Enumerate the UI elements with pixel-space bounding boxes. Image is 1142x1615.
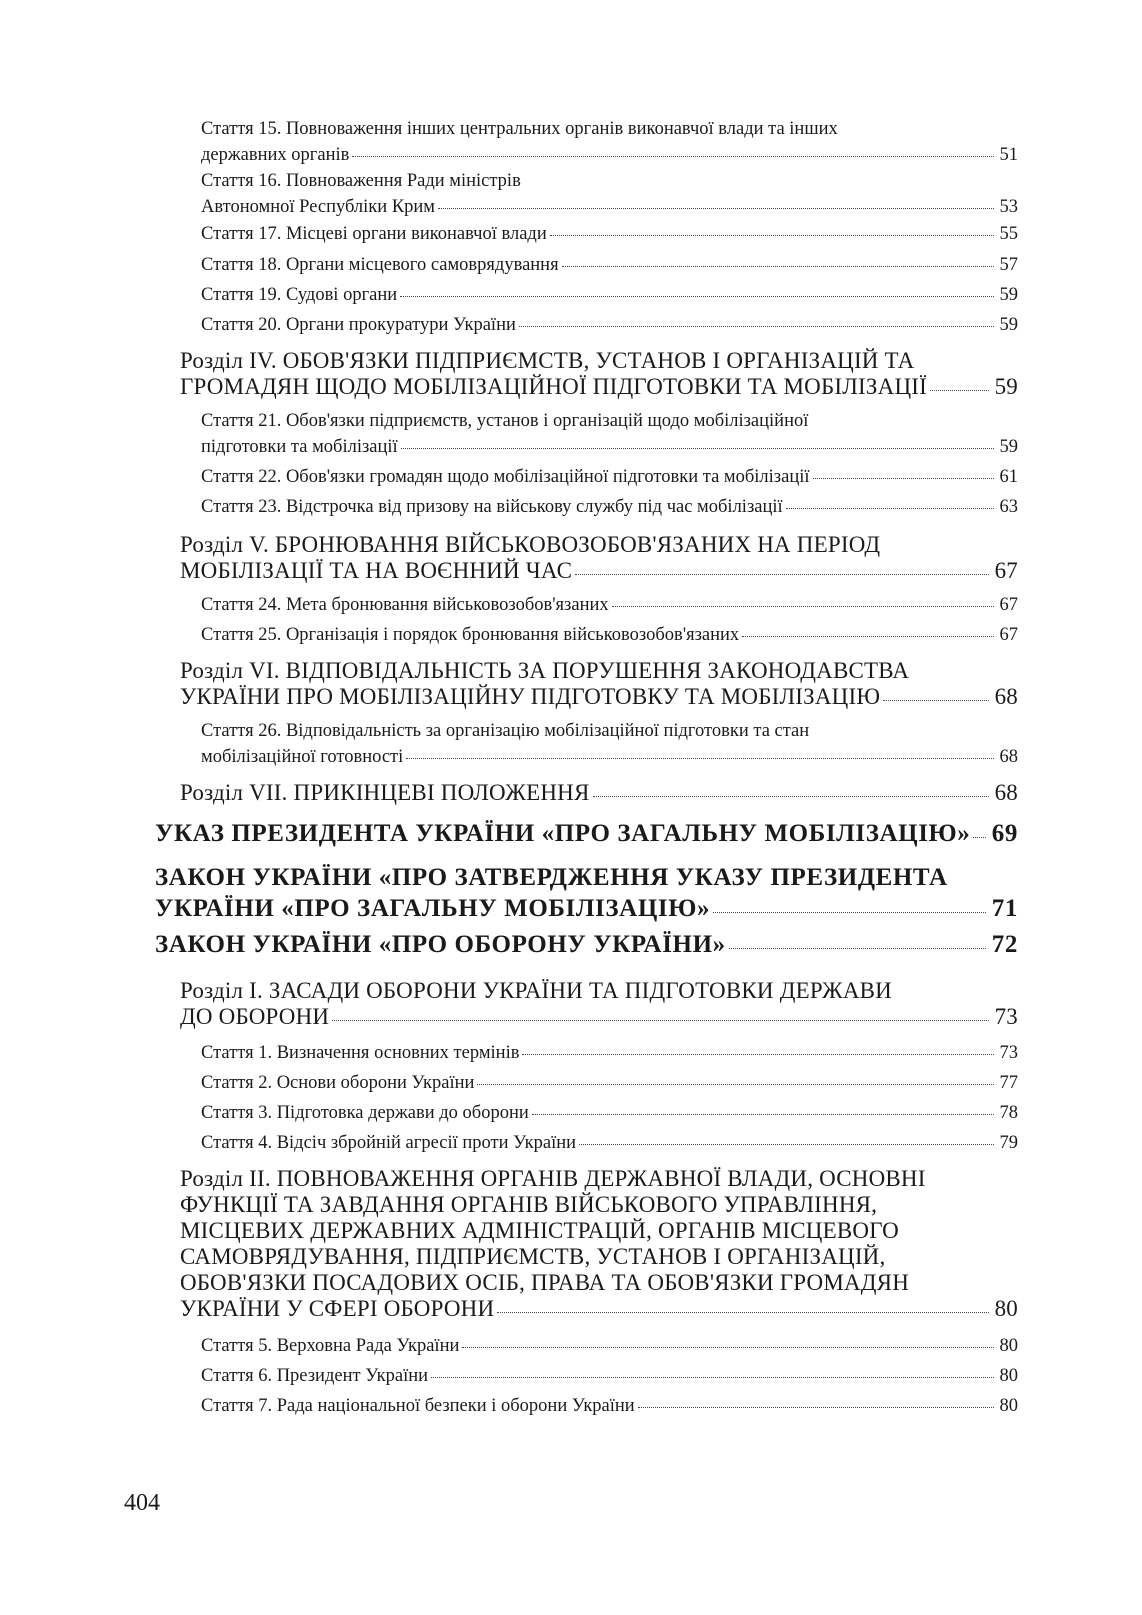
dot-leader bbox=[519, 326, 994, 327]
dot-leader bbox=[973, 837, 985, 838]
toc-entry-title-line: Стаття 18. Органи місцевого самоврядування bbox=[201, 255, 559, 275]
dot-leader bbox=[742, 636, 993, 637]
toc-entry bbox=[201, 1100, 1018, 1126]
toc-entry-title-line: ЗАКОН УКРАЇНИ «ПРО ОБОРОНУ УКРАЇНИ» bbox=[155, 931, 726, 958]
toc-entry-title-line: Стаття 22. Обов'язки громадян щодо мобілізаційної підготовки та мобілізації bbox=[201, 467, 810, 487]
toc-entry bbox=[180, 1166, 1018, 1322]
toc-entry-title-line: Стаття 6. Президент України bbox=[201, 1366, 429, 1386]
toc-entry bbox=[201, 282, 1018, 308]
dot-leader bbox=[431, 1377, 993, 1378]
dot-leader bbox=[522, 1054, 993, 1055]
toc-entry bbox=[201, 718, 1018, 770]
toc-entry-title-line: ОБОВ'ЯЗКИ ПОСАДОВИХ ОСІБ, ПРАВА ТА ОБОВ'ЯЗКИ ГРОМАДЯН bbox=[180, 1270, 910, 1295]
toc-page-number: 59 bbox=[999, 437, 1018, 457]
toc-page-number: 61 bbox=[999, 467, 1018, 487]
toc-entry-title-line: Стаття 25. Організація і порядок бронювання військовозобов'язаних bbox=[201, 625, 740, 645]
toc-entry-title-line: Стаття 1. Визначення основних термінів bbox=[201, 1043, 520, 1063]
toc-entry bbox=[201, 408, 1018, 460]
dot-leader bbox=[352, 156, 993, 157]
toc-page-number: 51 bbox=[999, 145, 1018, 165]
toc-entry-title-line: Стаття 5. Верховна Рада України bbox=[201, 1336, 460, 1356]
dot-leader bbox=[562, 266, 994, 267]
dot-leader bbox=[401, 448, 994, 449]
toc-entry bbox=[201, 494, 1018, 520]
toc-entry-title-line: Стаття 21. Обов'язки підприємств, установ і організацій щодо мобілізаційної bbox=[201, 411, 809, 431]
toc-entry bbox=[201, 592, 1018, 618]
toc-entry-title-line: УКРАЇНИ «ПРО ЗАГАЛЬНУ МОБІЛІЗАЦІЮ» bbox=[155, 895, 711, 922]
toc-page-number: 79 bbox=[999, 1133, 1018, 1153]
toc-entry bbox=[180, 532, 1018, 584]
toc-entry bbox=[201, 252, 1018, 278]
toc-entry-title-line: Розділ VI. ВІДПОВІДАЛЬНІСТЬ ЗА ПОРУШЕННЯ ЗАКОНОДАВСТВА bbox=[180, 658, 910, 683]
dot-leader bbox=[786, 508, 994, 509]
toc-entry-title-line: Стаття 3. Підготовка держави до оборони bbox=[201, 1103, 529, 1123]
dot-leader bbox=[550, 235, 994, 236]
toc-entry-title-line: Стаття 7. Рада національної безпеки і оборони України bbox=[201, 1396, 635, 1416]
toc-entry-title-line: Стаття 4. Відсіч збройній агресії проти України bbox=[201, 1133, 577, 1153]
toc-entry-title-line: Розділ VII. ПРИКІНЦЕВІ ПОЛОЖЕННЯ bbox=[180, 780, 590, 805]
toc-entry bbox=[201, 1393, 1018, 1419]
toc-entry bbox=[201, 221, 1018, 247]
toc-entry-title-line: ГРОМАДЯН ЩОДО МОБІЛІЗАЦІЙНОЇ ПІДГОТОВКИ ТА МОБІЛІЗАЦІЇ bbox=[180, 374, 927, 399]
toc-entry bbox=[201, 1040, 1018, 1066]
dot-leader bbox=[575, 574, 988, 575]
dot-leader bbox=[883, 700, 988, 701]
toc-entry-title-line: ЗАКОН УКРАЇНИ «ПРО ЗАТВЕРДЖЕННЯ УКАЗУ ПРЕЗИДЕНТА bbox=[155, 864, 948, 891]
dot-leader bbox=[729, 948, 986, 949]
toc-page-number: 68 bbox=[999, 747, 1018, 767]
toc-entry-title-line: Стаття 26. Відповідальність за організацію мобілізаційної підготовки та стан bbox=[201, 721, 810, 741]
page-number: 404 bbox=[124, 1490, 160, 1516]
toc-entry bbox=[180, 658, 1018, 710]
toc-page-number: 67 bbox=[999, 625, 1018, 645]
dot-leader bbox=[593, 796, 989, 797]
toc-entry-title-line: ДО ОБОРОНИ bbox=[180, 1004, 330, 1029]
toc-page-number: 53 bbox=[999, 197, 1018, 217]
toc-entry-title-line: САМОВРЯДУВАННЯ, ПІДПРИЄМСТВ, УСТАНОВ І ОРГАНІЗАЦІЙ, bbox=[180, 1244, 886, 1269]
dot-leader bbox=[332, 1020, 988, 1021]
dot-leader bbox=[930, 390, 989, 391]
toc-entry-title-line: Стаття 20. Органи прокуратури України bbox=[201, 315, 516, 335]
dot-leader bbox=[462, 1347, 993, 1348]
toc-page-number: 69 bbox=[991, 820, 1018, 847]
toc-entry bbox=[201, 464, 1018, 490]
toc-entry-title-line: Стаття 24. Мета бронювання військовозобов'язаних bbox=[201, 595, 609, 615]
toc-page-number: 59 bbox=[999, 315, 1018, 335]
toc-page-number: 72 bbox=[991, 931, 1018, 958]
toc-entry-title-line: МІСЦЕВИХ ДЕРЖАВНИХ АДМІНІСТРАЦІЙ, ОРГАНІВ МІСЦЕВОГО bbox=[180, 1218, 899, 1243]
toc-page-number: 80 bbox=[994, 1296, 1018, 1321]
toc-page-number: 78 bbox=[999, 1103, 1018, 1123]
toc-page-number: 73 bbox=[994, 1004, 1018, 1029]
dot-leader bbox=[579, 1144, 993, 1145]
toc-entry-title-line: Стаття 17. Місцеві органи виконавчої влади bbox=[201, 224, 547, 244]
toc-entry-title-line: мобілізаційної готовності bbox=[201, 747, 404, 767]
toc-entry-title-line: Стаття 16. Повноваження Ради міністрів bbox=[201, 171, 521, 191]
toc-entry-title-line: МОБІЛІЗАЦІЇ ТА НА ВОЄННИЙ ЧАС bbox=[180, 558, 573, 583]
toc-page-number: 80 bbox=[999, 1336, 1018, 1356]
toc-page-number: 77 bbox=[999, 1073, 1018, 1093]
toc-entry bbox=[201, 1333, 1018, 1359]
dot-leader bbox=[497, 1312, 988, 1313]
toc-page-number: 80 bbox=[999, 1396, 1018, 1416]
toc-page-number: 71 bbox=[991, 895, 1018, 922]
toc-entry bbox=[201, 312, 1018, 338]
dot-leader bbox=[713, 912, 986, 913]
toc-page-number: 73 bbox=[999, 1043, 1018, 1063]
toc-entry-title-line: Стаття 2. Основи оборони України bbox=[201, 1073, 475, 1093]
toc-entry-title-line: Розділ V. БРОНЮВАННЯ ВІЙСЬКОВОЗОБОВ'ЯЗАНИХ НА ПЕРІОД bbox=[180, 532, 881, 557]
toc-entry-title-line: Стаття 19. Судові органи bbox=[201, 285, 398, 305]
toc-entry-title-line: Розділ IV. ОБОВ'ЯЗКИ ПІДПРИЄМСТВ, УСТАНОВ І ОРГАНІЗАЦІЙ ТА bbox=[180, 348, 915, 373]
toc-entry-title-line: Стаття 15. Повноваження інших центральних органів виконавчої влади та інших bbox=[201, 119, 838, 139]
toc-entry bbox=[180, 348, 1018, 400]
dot-leader bbox=[477, 1084, 993, 1085]
toc-page-number: 57 bbox=[999, 255, 1018, 275]
toc-entry-title-line: УКРАЇНИ У СФЕРІ ОБОРОНИ bbox=[180, 1296, 495, 1321]
toc-page-number: 59 bbox=[999, 285, 1018, 305]
toc-page-number: 55 bbox=[999, 224, 1018, 244]
toc-entry-title-line: державних органів bbox=[201, 145, 350, 165]
toc-entry-title-line: Автономної Республіки Крим bbox=[201, 197, 436, 217]
toc-entry bbox=[201, 1070, 1018, 1096]
toc-page-number: 67 bbox=[999, 595, 1018, 615]
dot-leader bbox=[638, 1407, 994, 1408]
toc-entry bbox=[155, 862, 1018, 924]
toc-entry-title-line: підготовки та мобілізації bbox=[201, 437, 398, 457]
toc-entry bbox=[201, 116, 1018, 168]
dot-leader bbox=[532, 1114, 994, 1115]
toc-entry-title-line: Розділ II. ПОВНОВАЖЕННЯ ОРГАНІВ ДЕРЖАВНОЇ ВЛАДИ, ОСНОВНІ bbox=[180, 1166, 926, 1191]
dot-leader bbox=[813, 478, 994, 479]
toc-entry bbox=[180, 780, 1018, 806]
toc-entry bbox=[201, 1363, 1018, 1389]
toc-entry-title-line: Розділ I. ЗАСАДИ ОБОРОНИ УКРАЇНИ ТА ПІДГОТОВКИ ДЕРЖАВИ bbox=[180, 978, 892, 1003]
toc-page-number: 68 bbox=[994, 684, 1018, 709]
toc-page-number: 67 bbox=[994, 558, 1018, 583]
toc-entry-title-line: УКРАЇНИ ПРО МОБІЛІЗАЦІЙНУ ПІДГОТОВКУ ТА МОБІЛІЗАЦІЮ bbox=[180, 684, 881, 709]
toc-page-number: 68 bbox=[994, 780, 1018, 805]
toc-entry-title-line: Стаття 23. Відстрочка від призову на військову службу під час мобілізації bbox=[201, 497, 783, 517]
toc-entry bbox=[155, 929, 1018, 960]
toc-entry bbox=[155, 818, 1018, 849]
toc-entry-title-line: УКАЗ ПРЕЗИДЕНТА УКРАЇНИ «ПРО ЗАГАЛЬНУ МОБІЛІЗАЦІЮ» bbox=[155, 820, 971, 847]
toc-page-number: 80 bbox=[999, 1366, 1018, 1386]
dot-leader bbox=[438, 208, 993, 209]
toc-page-number: 59 bbox=[994, 374, 1018, 399]
toc-page-number: 63 bbox=[999, 497, 1018, 517]
toc-entry bbox=[201, 622, 1018, 648]
dot-leader bbox=[406, 758, 993, 759]
toc-entry-title-line: ФУНКЦІЇ ТА ЗАВДАННЯ ОРГАНІВ ВІЙСЬКОВОГО УПРАВЛІННЯ, bbox=[180, 1192, 878, 1217]
toc-entry bbox=[180, 978, 1018, 1030]
dot-leader bbox=[612, 606, 994, 607]
dot-leader bbox=[400, 296, 993, 297]
toc-entry bbox=[201, 168, 1018, 220]
toc-entry bbox=[201, 1130, 1018, 1156]
